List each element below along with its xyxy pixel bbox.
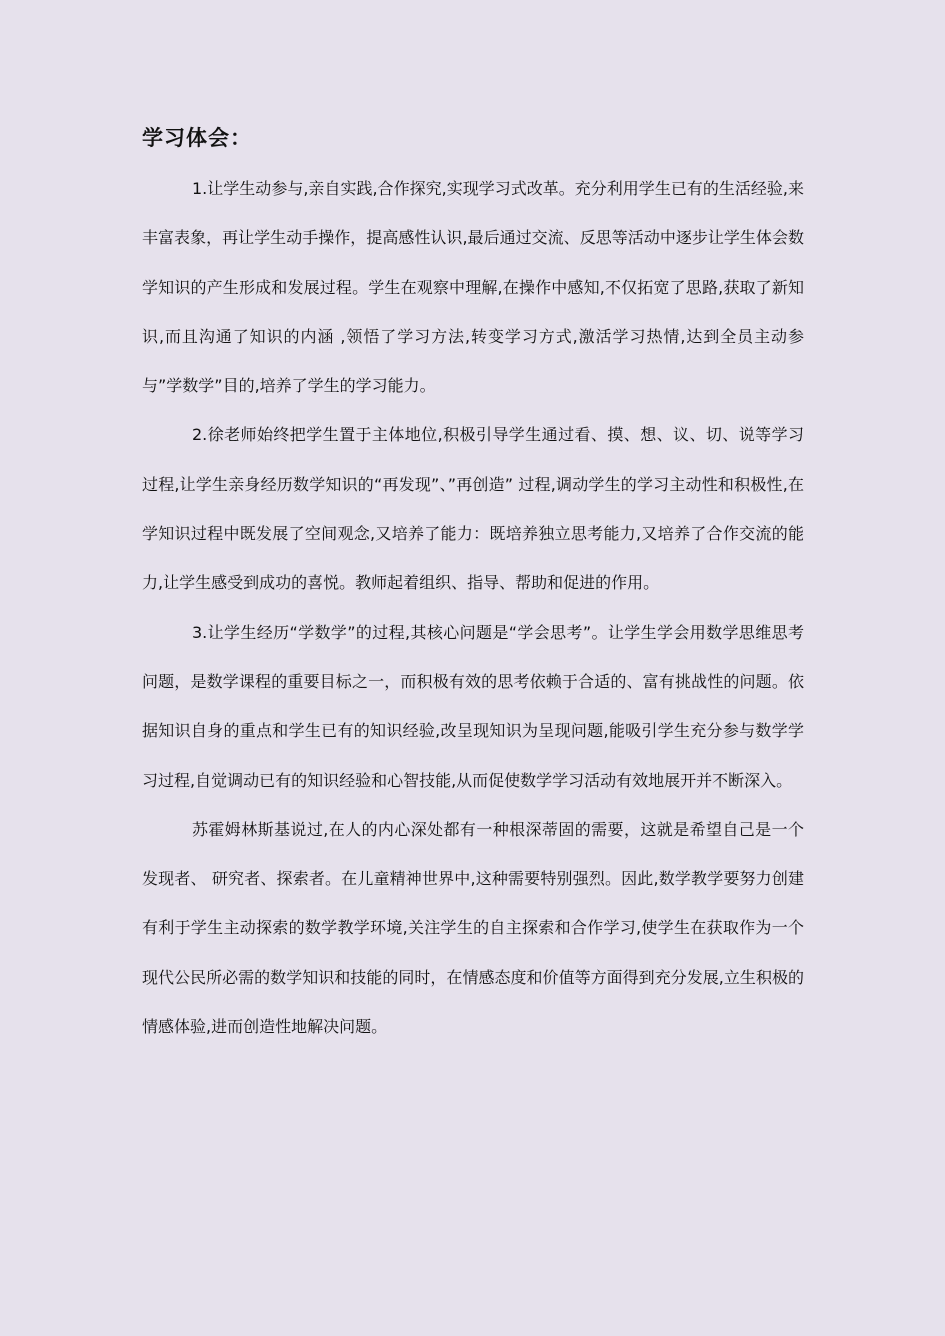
paragraph-3: 3.让学生经历“学数学”的过程,其核心问题是“学会思考”。让学生学会用数学思维思考问题，是数学课程的重要目标之一，而积极有效的思考依赖于合适的、富有挑战性的问题。依据知识自身的重点和学生已有的知识经验,改呈现知识为呈现问题,能吸引学生充分参与数学学习过程,自觉调动已有的知识经验和心智技能,从而促使数学学习活动有效地展开并不断深入。 xyxy=(142,622,804,790)
paragraph-4: 苏霍姆林斯基说过,在人的内心深处都有一种根深蒂固的需要，这就是希望自己是一个发现者、 研究者、探索者。在儿童精神世界中,这种需要特别强烈。因此,数学教学要努力创建有利于学生主动探索的数学教学环境,关注学生的自主探索和合作学习,使学生在获取作为一个现代公民所必需的数学知识和技能的同时，在情感态度和价值等方面得到充分发展,立生积极的情感体验,进而创造性地解决问题。 xyxy=(142,819,804,1037)
page-title: 学习体会： xyxy=(142,126,252,150)
paragraph-2: 2.徐老师始终把学生置于主体地位,积极引导学生通过看、摸、想、议、切、说等学习过程,让学生亲身经历数学知识的“再发现”、”再创造” 过程,调动学生的学习主动性和积极性,在学知识过程中既发展了空间观念,又培养了能力：既培养独立思考能力,又培养了合作交流的能力,让学生感受到成功的喜悦。教师起着组织、指导、帮助和促进的作用。 xyxy=(142,425,804,593)
paragraph-1: 1.让学生动参与,亲自实践,合作探究,实现学习式改革。充分利用学生已有的生活经验,来丰富表象，再让学生动手操作，提高感性认识,最后通过交流、反思等活动中逐步让学生体会数学知识的产生形成和发展过程。学生在观察中理解,在操作中感知,不仅拓宽了思路,获取了新知识,而且沟通了知识的内涵 ,领悟了学习方法,转变学习方式,激活学习热情,达到全员主动参与”学数学”目的,培养了学生的学习能力。 xyxy=(142,179,804,396)
document-body xyxy=(142,164,804,1051)
